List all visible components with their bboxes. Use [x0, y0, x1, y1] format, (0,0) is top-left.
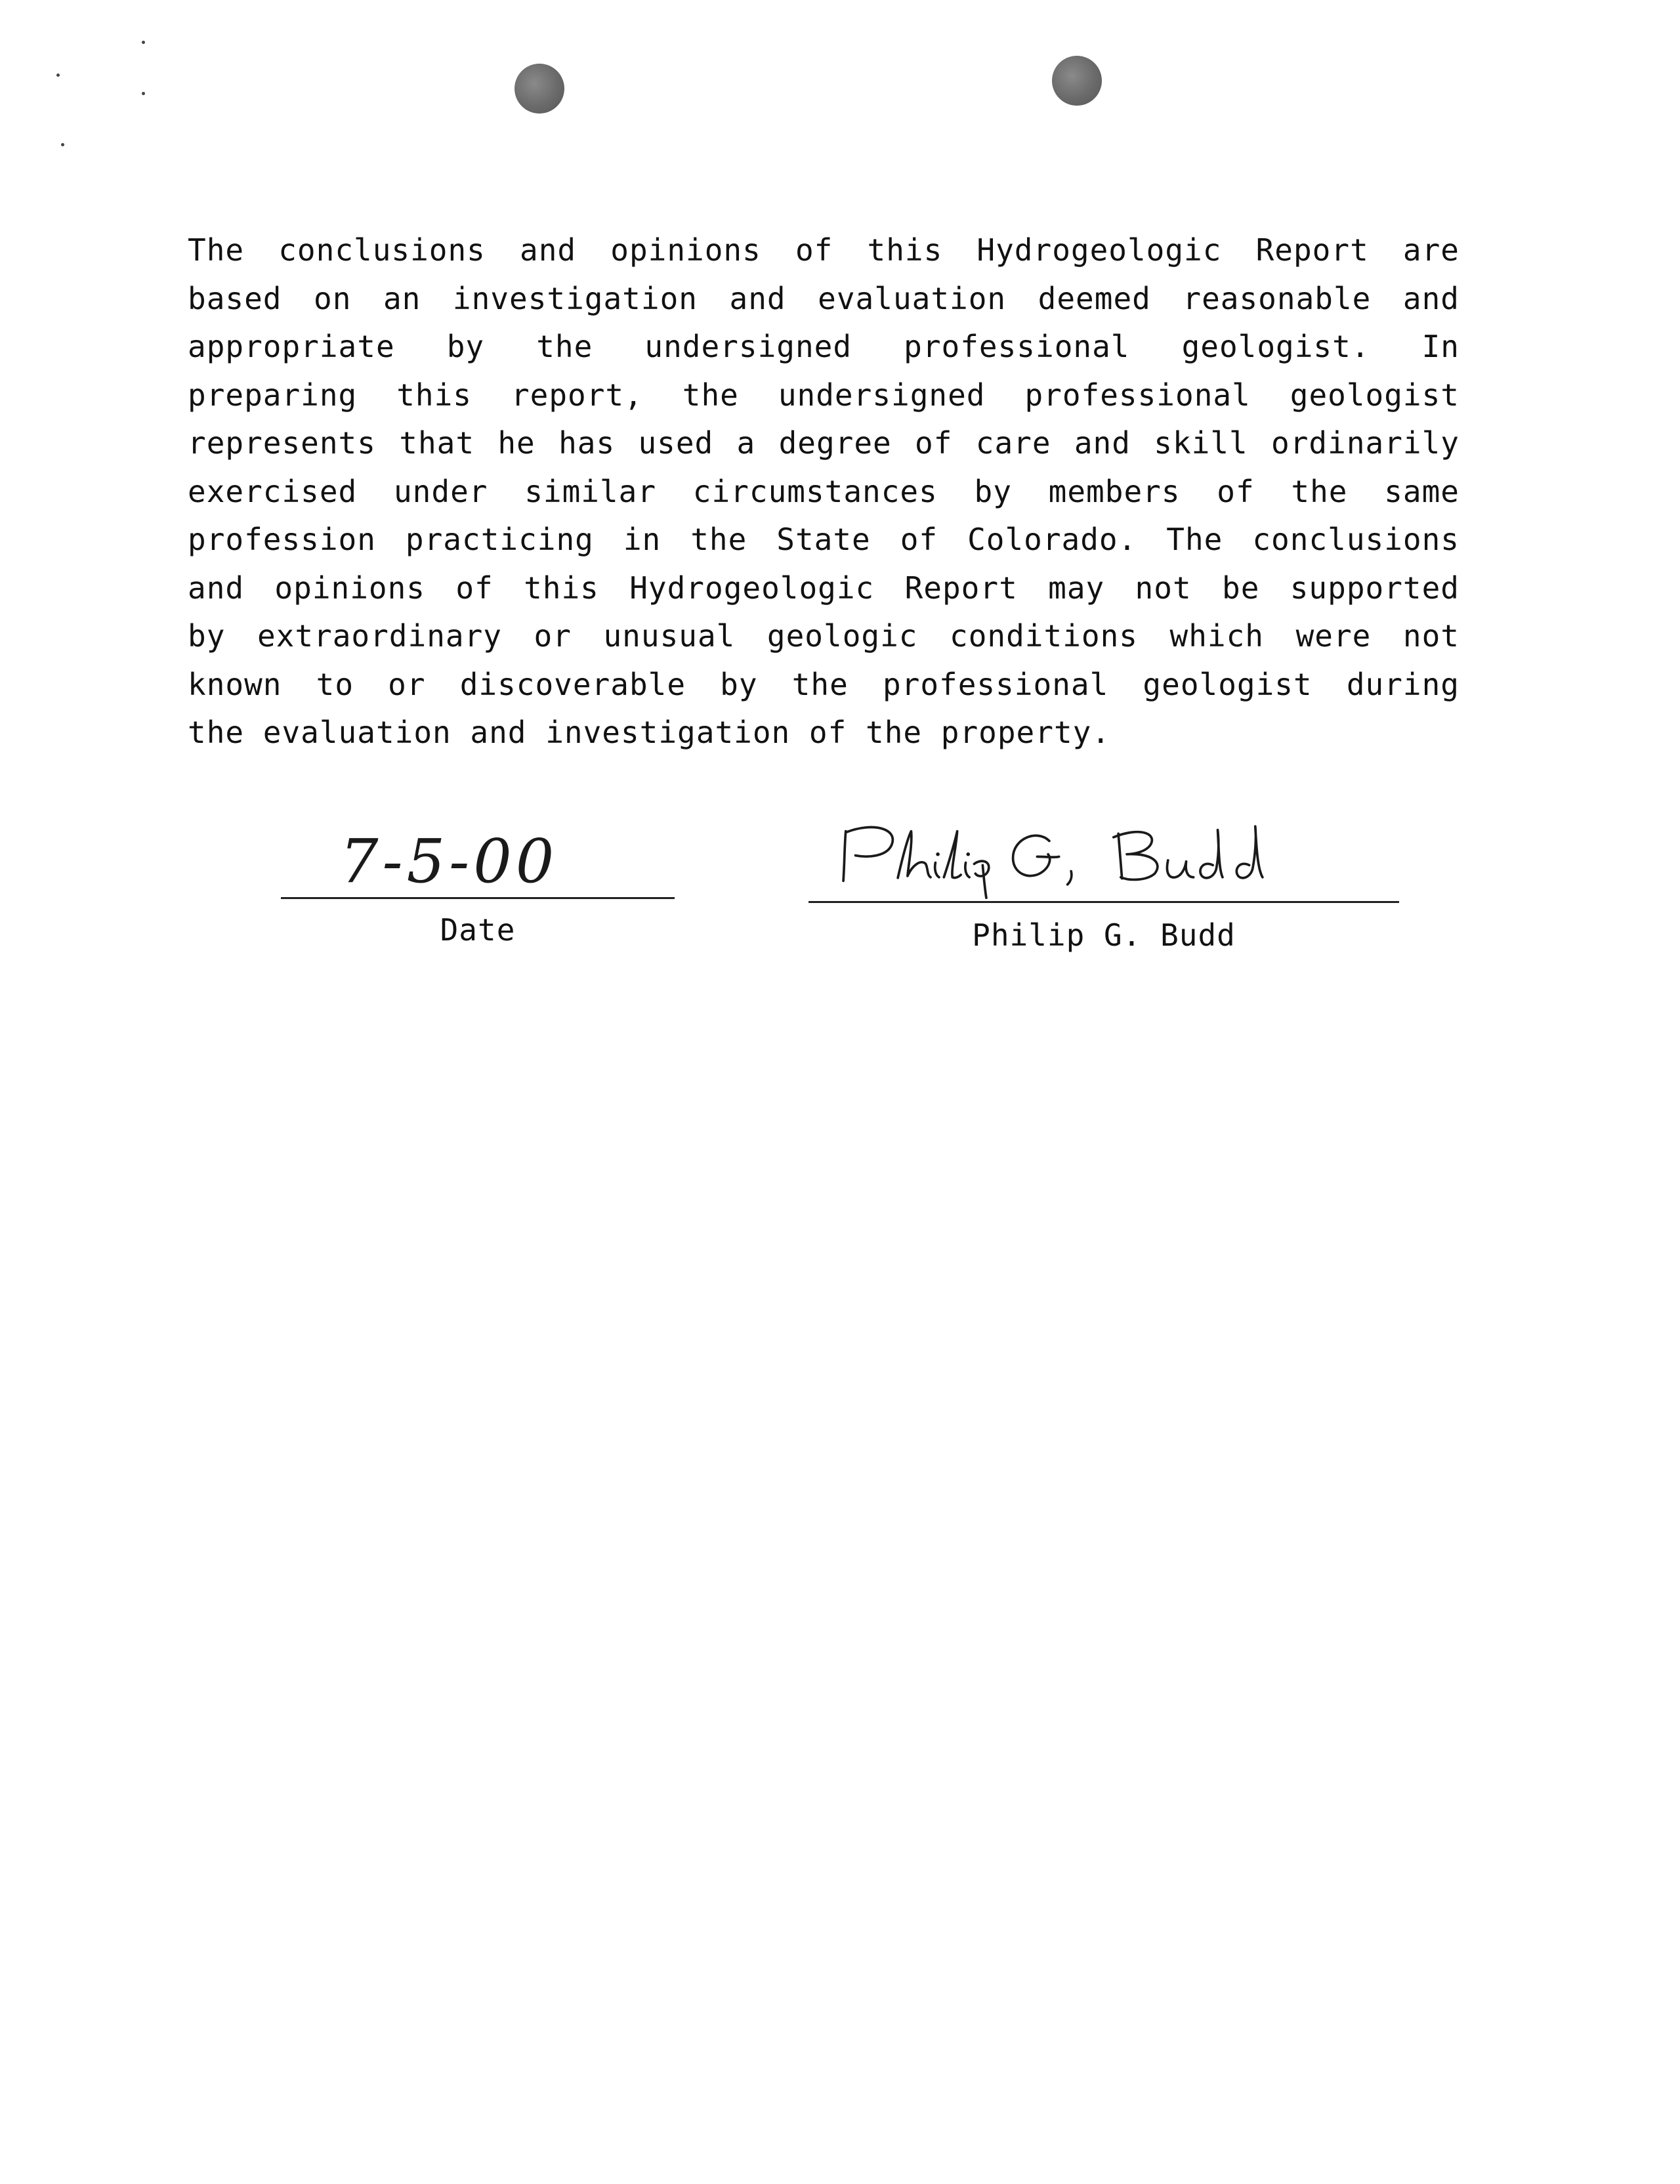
scan-speck [142, 92, 145, 95]
paragraph-line: profession practicing in the State of Colorado. The conclusions [188, 522, 1460, 557]
punch-hole-right [1052, 56, 1102, 106]
signer-name: Philip G. Budd [972, 917, 1236, 953]
signature-line [808, 901, 1399, 903]
date-caption: Date [440, 912, 516, 948]
paragraph-line: The conclusions and opinions of this Hydrogeologic Report are [188, 232, 1460, 268]
disclaimer-paragraph [188, 226, 1460, 757]
paragraph-line: known to or discoverable by the professional geologist during [188, 666, 1460, 702]
scan-speck [56, 74, 60, 77]
date-line [281, 897, 675, 899]
scan-speck [142, 41, 145, 44]
paragraph-line: exercised under similar circumstances by members of the same [188, 473, 1460, 509]
paragraph-line: represents that he has used a degree of care and skill ordinarily [188, 425, 1460, 461]
paragraph-line: preparing this report, the undersigned professional geologist [188, 377, 1460, 413]
handwritten-signature [808, 820, 1399, 899]
paragraph-line: appropriate by the undersigned professional geologist. In [188, 329, 1460, 364]
paragraph-line: the evaluation and investigation of the property. [188, 715, 1111, 750]
scan-speck [61, 143, 64, 146]
paragraph-line: based on an investigation and evaluation deemed reasonable and [188, 280, 1460, 316]
paragraph-line: by extraordinary or unusual geologic conditions which were not [188, 618, 1460, 654]
punch-hole-left [514, 64, 564, 114]
paragraph-line: and opinions of this Hydrogeologic Report may not be supported [188, 570, 1460, 606]
handwritten-date: 7-5-00 [340, 826, 558, 896]
